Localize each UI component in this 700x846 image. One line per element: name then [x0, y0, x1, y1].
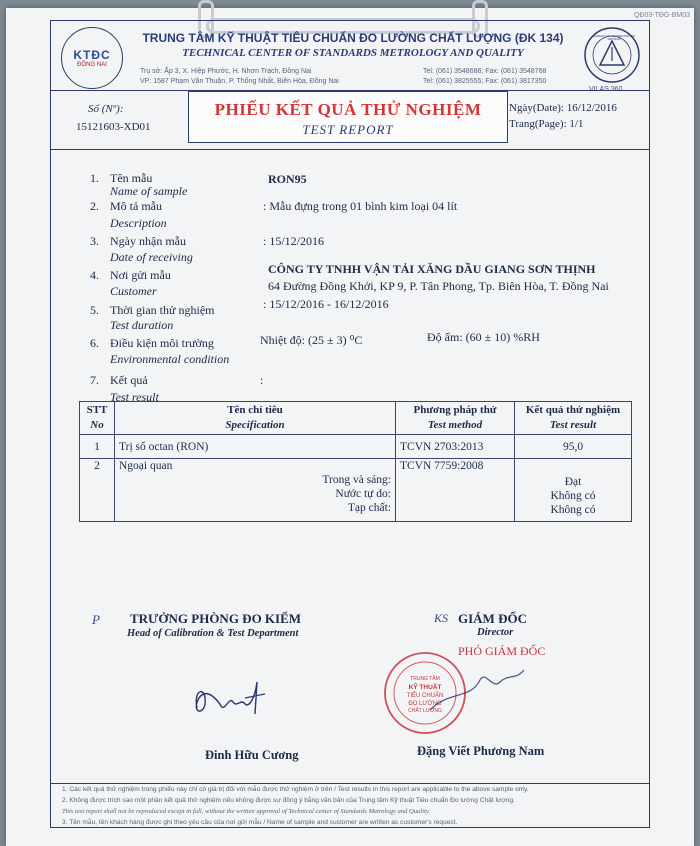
- row-sub-clarity: Trong và sáng:: [322, 474, 391, 486]
- address-office: VP: 1587 Phạm Văn Thuận, P. Thống Nhất, Biên Hòa, Đồng Nai: [140, 78, 339, 85]
- customer-address: 64 Đường Đồng Khởi, KP 9, P. Tân Phong, Tp. Biên Hòa, T. Đồng Nai: [268, 279, 609, 293]
- row-spec: Trị số octan (RON): [115, 435, 396, 459]
- report-page: [509, 118, 583, 130]
- row-sub-water: Nước tự do:: [335, 488, 391, 500]
- meta-divider: [50, 149, 650, 150]
- field-num: 6.: [90, 336, 99, 350]
- result-colon: :: [260, 373, 264, 387]
- left-signature: [185, 668, 275, 728]
- right-signer-title-en: Director: [477, 627, 514, 638]
- row-no: 1: [80, 435, 115, 459]
- page-label: Trang(Page):: [509, 118, 567, 130]
- tel-office: Tel: (061) 3825555; Fax: (061) 3817350: [423, 78, 547, 85]
- field-label-vi: Nơi gửi mẫu: [110, 268, 171, 282]
- logo-subtext: ĐỒNG NAI: [77, 62, 107, 68]
- field-label-en: Customer: [110, 284, 157, 298]
- report-title-vi: PHIẾU KẾT QUẢ THỬ NGHIỆM: [214, 100, 482, 119]
- row-method: TCVN 7759:2008: [396, 459, 515, 522]
- report-number: 15121603-XD01: [76, 121, 151, 133]
- row-spec-main: Ngoại quan: [119, 460, 173, 472]
- right-signer-title: GIÁM ĐỐC: [458, 611, 527, 626]
- result-clarity: Đạt: [564, 476, 582, 488]
- field-label-en: Name of sample: [110, 184, 188, 198]
- row-result: [515, 459, 632, 522]
- test-duration: : 15/12/2016 - 16/12/2016: [263, 297, 389, 311]
- org-name-vi: TRUNG TÂM KỸ THUẬT TIÊU CHUẨN ĐO LƯỜNG CHẤT LƯỢNG (ĐK 134): [142, 31, 564, 45]
- footer-note-1: 1. Các kết quả thử nghiệm trong phiếu này chỉ có giá trị đối với mẫu được thử nghiệm ở trên / Test results in this report are applicable to the above sample only.: [62, 786, 529, 793]
- field-num: 1.: [90, 171, 99, 185]
- left-signer-name: Đinh Hữu Cương: [205, 748, 299, 762]
- row-no: 2: [80, 459, 115, 522]
- report-date: [509, 102, 617, 114]
- right-signer-name: Đặng Viết Phương Nam: [417, 744, 545, 758]
- humidity: Độ ẩm: (60 ± 10) %RH: [427, 330, 540, 344]
- field-label-vi: Điều kiện môi trường: [110, 336, 214, 350]
- report-number-label: Số (Nº):: [88, 103, 124, 115]
- footer-note-3: 3. Tên mẫu, tên khách hàng được ghi theo yêu cầu của nơi gửi mẫu / Name of sample and customer are written as customer's request.: [62, 819, 458, 826]
- field-label-vi: Mô tả mẫu: [110, 199, 162, 213]
- accreditation-text: BUREAU OF ACCREDITATION VIETNAM: [592, 34, 636, 41]
- address-hq: Trụ sở: Ấp 3, X. Hiệp Phước, H. Nhơn Trạch, Đồng Nai: [140, 68, 312, 75]
- field-label-en: Test duration: [110, 318, 174, 332]
- col-header-stt: STT No: [80, 402, 115, 435]
- footer-divider: [50, 783, 650, 784]
- row-method: TCVN 2703:2013: [396, 435, 515, 459]
- receive-date: : 15/12/2016: [263, 234, 325, 248]
- result-impurity: Không có: [550, 504, 596, 516]
- row-spec: [115, 459, 396, 522]
- result-water: Không có: [550, 490, 596, 502]
- col-header-result: Kết quả thử nghiệm Test result: [515, 402, 632, 435]
- sample-name: RON95: [268, 172, 307, 186]
- date-label: Ngày(Date):: [509, 102, 564, 114]
- deputy-director-label: PHÓ GIÁM ĐỐC: [458, 644, 546, 658]
- field-num: 5.: [90, 303, 99, 317]
- temperature: Nhiệt độ: (25 ± 3) ⁰C: [260, 333, 363, 347]
- left-signer-title-en: Head of Calibration & Test Department: [127, 628, 299, 639]
- right-initial: KS: [434, 611, 449, 625]
- field-label-en: Test result: [110, 390, 159, 404]
- left-signer-title: TRƯỞNG PHÒNG ĐO KIỂM: [130, 611, 302, 626]
- field-label-vi: Kết quả: [110, 373, 148, 387]
- ktdc-logo: [61, 27, 123, 89]
- footer-note-2: 2. Không được trích sao một phần kết quả thử nghiệm nếu không được sự đồng ý bằng văn bản của Trung tâm Kỹ thuật Tiêu chuẩn Đo lường Chất lượng.: [62, 797, 515, 804]
- field-label-vi: Ngày nhận mẫu: [110, 234, 186, 248]
- field-label-vi: Thời gian thử nghiệm: [110, 303, 215, 317]
- page-value: 1/1: [569, 118, 584, 130]
- field-label-en: Environmental condition: [110, 352, 230, 366]
- doc-code: QĐ03-TĐG-BM03: [633, 12, 690, 19]
- table-header-row: [80, 402, 632, 435]
- report-title-en: TEST REPORT: [302, 122, 394, 137]
- svg-text:CHẤT LƯỢNG: CHẤT LƯỢNG: [408, 708, 442, 714]
- field-label-en: Description: [110, 216, 167, 230]
- field-num: 7.: [90, 373, 99, 387]
- col-header-spec: Tên chỉ tiêu Specification: [115, 402, 396, 435]
- org-name-en: TECHNICAL CENTER OF STANDARDS METROLOGY AND QUALITY: [182, 47, 524, 59]
- row-sub-impurity: Tạp chất:: [347, 502, 391, 514]
- svg-text:ĐO LƯỜNG: ĐO LƯỜNG: [408, 701, 442, 707]
- field-num: 3.: [90, 234, 99, 248]
- field-label-en: Date of receiving: [110, 250, 193, 264]
- results-table: [79, 401, 632, 522]
- field-label-vi: Tên mẫu: [110, 171, 153, 185]
- right-signature: [420, 660, 530, 720]
- date-value: 16/12/2016: [566, 102, 617, 114]
- tel-hq: Tel: (061) 3548686; Fax: (061) 3548768: [423, 68, 547, 75]
- title-box: [188, 91, 508, 143]
- left-initial: P: [92, 612, 100, 627]
- svg-text:KỸ THUẬT: KỸ THUẬT: [408, 684, 442, 691]
- col-header-method: Phương pháp thử Test method: [396, 402, 515, 435]
- svg-text:TRUNG TÂM: TRUNG TÂM: [410, 676, 440, 682]
- customer-name: CÔNG TY TNHH VẬN TẢI XĂNG DẦU GIANG SƠN THỊNH: [268, 262, 596, 276]
- row-result: 95,0: [515, 435, 632, 459]
- logo-text: KTĐC: [73, 48, 111, 62]
- field-num: 4.: [90, 268, 99, 282]
- table-row: [80, 459, 632, 522]
- svg-text:TIÊU CHUẨN: TIÊU CHUẨN: [406, 693, 444, 699]
- sample-description: : Mẫu đựng trong 01 bình kim loại 04 lít: [263, 199, 458, 213]
- table-row: [80, 435, 632, 459]
- field-num: 2.: [90, 199, 99, 213]
- footer-note-2-en: This test report shall not be reproduced except in full, without the written approval of Technical center of Standards Metrology and Quality.: [62, 808, 431, 815]
